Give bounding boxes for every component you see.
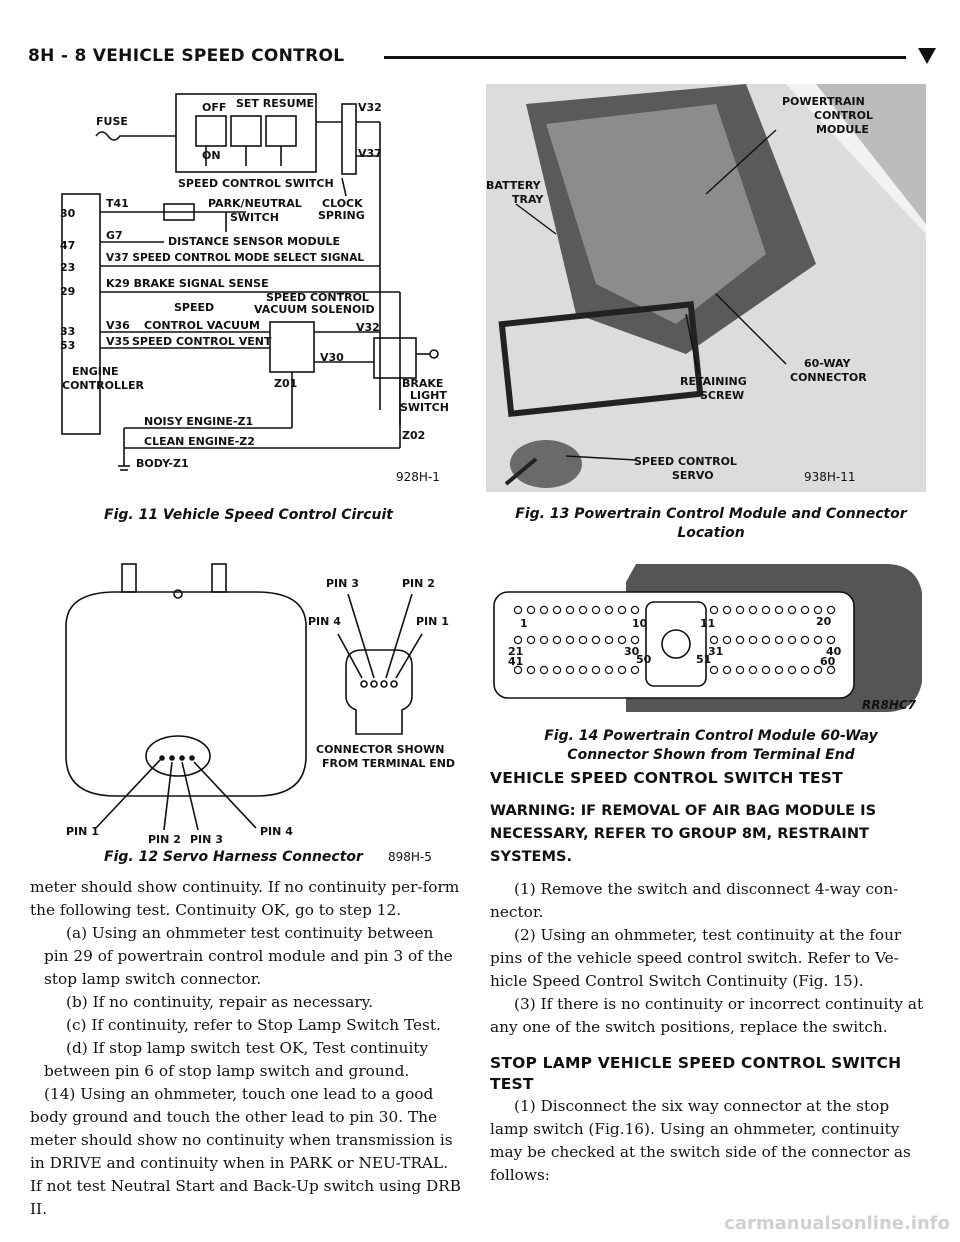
pcm-photo-illustration [486, 84, 926, 492]
shown-label-2: FROM TERMINAL END [322, 757, 456, 770]
switch-step-3: (3) If there is no continuity or incorrect continuity at any one of the switch positions, replace the switch. [490, 995, 924, 1036]
step-14: (14) Using an ohmmeter, touch one lead to a good body ground and touch the other lead to pin 30. The meter should show no continuity when transmission is in DRIVE and continuity when in PARK or NEU-TRAL. If not test Neutral Start and Back-Up switch using DRB II. [30, 1085, 462, 1218]
fig12-code: 898H-5 [388, 850, 432, 864]
bottom-pin4-label: PIN 4 [260, 825, 293, 838]
watermark: carmanualsonline.info [724, 1213, 950, 1234]
pin-21-label: 21 [508, 645, 524, 658]
pin-50-label: 50 [636, 653, 652, 666]
switch-step-1: (1) Remove the switch and disconnect 4-way con-nector. [490, 880, 899, 921]
pin-20-label: 20 [816, 615, 832, 628]
pin3-label: PIN 3 [326, 577, 359, 590]
servo-label-2: SERVO [672, 469, 714, 482]
scvac-label: CONTROL VACUUM [144, 319, 260, 332]
pin4-label: PIN 4 [308, 615, 341, 628]
on-label: ON [202, 149, 221, 162]
battery-label-2: TRAY [512, 193, 544, 206]
k29-label: K29 BRAKE SIGNAL SENSE [106, 277, 269, 290]
v32b-label: V32 [356, 321, 380, 334]
controller-label: CONTROLLER [62, 379, 144, 392]
pin-10-label: 10 [632, 617, 648, 630]
speed-label: SPEED [174, 301, 215, 314]
stop-lamp-step-1: (1) Disconnect the six way connector at the stop lamp switch (Fig.16). Using an ohmmeter, continuity may be checked at the switch side of the connector as follows: [490, 1097, 911, 1184]
scvent-label: SPEED CONTROL VENT [132, 335, 272, 348]
clock-label: CLOCK [322, 197, 363, 210]
dsm-label: DISTANCE SENSOR MODULE [168, 235, 341, 248]
t41-label: T41 [106, 197, 129, 210]
servo-label-1: SPEED CONTROL [634, 455, 737, 468]
header-rule [384, 56, 906, 59]
pin33-label: 33 [60, 325, 76, 338]
spring-label: SPRING [318, 209, 365, 222]
pin2-label: PIN 2 [402, 577, 435, 590]
step-d: (d) If stop lamp switch test OK, Test continuity between pin 6 of stop lamp switch and ground. [44, 1039, 429, 1080]
switch-step-2: (2) Using an ohmmeter, test continuity at the four pins of the vehicle speed control switch. Refer to Ve-hicle Speed Control Switch Continuity (Fig. 15). [490, 926, 902, 990]
fig12-caption: Fig. 12 Servo Harness Connector [104, 849, 363, 865]
way-label-1: 60-WAY [804, 357, 851, 370]
pin-40-label: 40 [826, 645, 842, 658]
fig13-caption-line2: Location [677, 525, 745, 541]
fig11-circuit-diagram [56, 86, 466, 496]
pcm-label-1: POWERTRAIN [782, 95, 865, 108]
fig13-caption [496, 505, 926, 543]
pin23-label: 23 [60, 261, 76, 274]
fig14-code: RR8HC7 [862, 698, 917, 712]
pin-51-label: 51 [696, 653, 712, 666]
fig11-code: 928H-1 [396, 470, 440, 484]
stop-lamp-heading-line2: TEST [490, 1075, 534, 1093]
brake-label: BRAKE [402, 377, 444, 390]
fig14-caption-line1: Fig. 14 Powertrain Control Module 60-Way [544, 728, 878, 744]
step-b: (b) If no continuity, repair as necessary. [66, 993, 374, 1011]
z02-label: Z02 [402, 429, 426, 442]
servo-illustration [56, 556, 466, 846]
v37-mode-label: V37 SPEED CONTROL MODE SELECT SIGNAL [106, 252, 365, 264]
pin-1-label: 1 [520, 617, 528, 630]
v32-label: V32 [358, 101, 382, 114]
fig14-connector [486, 552, 926, 724]
shown-label-1: CONNECTOR SHOWN [316, 743, 445, 756]
fig12-servo-connector [56, 556, 466, 846]
switch-label: SPEED CONTROL SWITCH [178, 177, 334, 190]
pin47-label: 47 [60, 239, 76, 252]
pin30-label: 30 [60, 207, 76, 220]
pin53-label: 53 [60, 339, 76, 352]
noisy-label: NOISY ENGINE-Z1 [144, 415, 254, 428]
vac-sol-label: VACUUM SOLENOID [254, 303, 375, 316]
triangle-marker-icon [918, 48, 936, 64]
airbag-warning: WARNING: IF REMOVAL OF AIR BAG MODULE IS NECESSARY, REFER TO GROUP 8M, RESTRAINT SYSTEMS. [490, 802, 877, 865]
pin-41-label: 41 [508, 655, 524, 668]
section-heading-stop-lamp [490, 1053, 924, 1095]
bottom-pin3-label: PIN 3 [190, 833, 223, 846]
z01-label: Z01 [274, 377, 298, 390]
fuse-label: FUSE [96, 115, 128, 128]
bottom-pin1-label: PIN 1 [66, 825, 99, 838]
v35-label: V35 [106, 335, 130, 348]
engine-label: ENGINE [72, 365, 119, 378]
retaining-label-2: SCREW [700, 389, 745, 402]
fig13-caption-line1: Fig. 13 Powertrain Control Module and Connector [515, 506, 907, 522]
left-column-text [30, 876, 462, 1221]
fig14-caption [496, 727, 926, 765]
fig11-caption: Fig. 11 Vehicle Speed Control Circuit [104, 507, 393, 523]
pcm-label-2: CONTROL [814, 109, 873, 122]
page-title: 8H - 8 VEHICLE SPEED CONTROL [28, 46, 345, 66]
pin1-label: PIN 1 [416, 615, 449, 628]
left-paragraph-1: meter should show continuity. If no continuity per-form the following test. Continuity OK, go to step 12. [30, 878, 460, 919]
section-heading-switch-test: VEHICLE SPEED CONTROL SWITCH TEST [490, 769, 843, 787]
v30-label: V30 [320, 351, 344, 364]
step-c: (c) If continuity, refer to Stop Lamp Switch Test. [66, 1016, 441, 1034]
pin29-label: 29 [60, 285, 76, 298]
bottom-pin2-label: PIN 2 [148, 833, 181, 846]
pin-11-label: 11 [700, 617, 716, 630]
g7-label: G7 [106, 229, 123, 242]
pcm-label-3: MODULE [816, 123, 869, 136]
connector-illustration [486, 552, 926, 724]
stop-lamp-heading-line1: STOP LAMP VEHICLE SPEED CONTROL SWITCH [490, 1054, 902, 1072]
pswitch-label: SWITCH [230, 211, 279, 224]
v36-label: V36 [106, 319, 130, 332]
fig13-photo [486, 84, 926, 492]
step-a: (a) Using an ohmmeter test continuity between pin 29 of powertrain control module and pin 3 of the stop lamp switch connector. [44, 924, 453, 988]
sc-label: SPEED CONTROL [266, 291, 369, 304]
off-label: OFF [202, 101, 227, 114]
fig14-caption-line2: Connector Shown from Terminal End [567, 747, 855, 763]
way-label-2: CONNECTOR [790, 371, 867, 384]
body-label: BODY-Z1 [136, 457, 189, 470]
light-label: LIGHT [410, 389, 447, 402]
pin-60-label: 60 [820, 655, 836, 668]
pin-31-label: 31 [708, 645, 724, 658]
v37-label: V37 [358, 147, 382, 160]
park-label: PARK/NEUTRAL [208, 197, 302, 210]
set-resume-label: SET RESUME [236, 97, 315, 110]
fig13-code: 938H-11 [804, 470, 856, 484]
retaining-label-1: RETAINING [680, 375, 747, 388]
battery-label-1: BATTERY [486, 179, 541, 192]
clean-label: CLEAN ENGINE-Z2 [144, 435, 255, 448]
page-header [28, 44, 936, 74]
pin-30-label: 30 [624, 645, 640, 658]
right-column-text [490, 768, 924, 1187]
bswitch-label: SWITCH [400, 401, 449, 414]
